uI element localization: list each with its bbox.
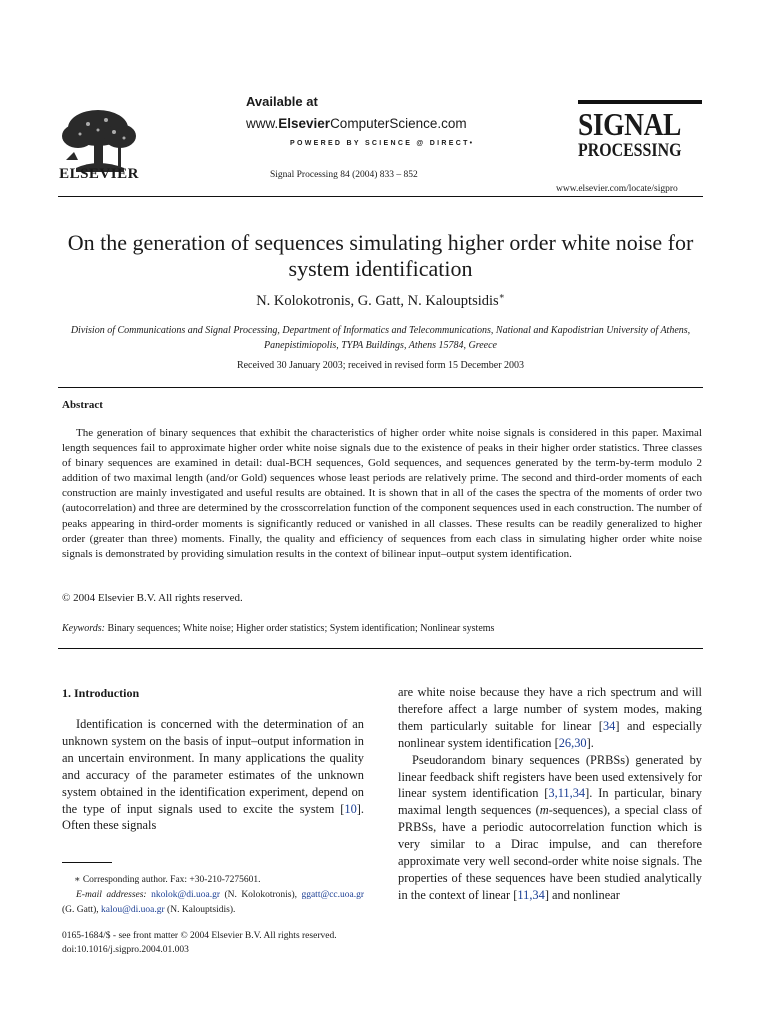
- corresponding-author-mark: ∗: [498, 291, 505, 301]
- intro-text: ]. Often these signals: [62, 801, 364, 833]
- author-affiliation: Division of Communications and Signal Processing, Department of Informatics and Telecommunications, National and Kapodistrian University of Athens, Panepistimiopolis, TYPA Buildings, Athens 15784, Greece: [70, 325, 691, 351]
- footnote-corresponding-author: ∗ Corresponding author. Fax: +30-210-7275601.: [74, 875, 261, 885]
- paragraph: [398, 684, 702, 752]
- issn-line: 0165-1684/$ - see front matter © 2004 Elsevier B.V. All rights reserved.: [62, 931, 337, 941]
- website-link[interactable]: [246, 116, 467, 131]
- abstract-divider: [58, 648, 703, 649]
- footnote-divider: [62, 862, 112, 863]
- journal-reference: Signal Processing 84 (2004) 833 – 852: [270, 170, 418, 180]
- title-divider: [58, 387, 703, 388]
- website-suffix: ComputerScience.com: [330, 116, 467, 131]
- copyright-notice: © 2004 Elsevier B.V. All rights reserved.: [62, 592, 243, 604]
- email-label: E-mail addresses:: [76, 890, 147, 900]
- paragraph-text: ]. In particular, binary maximal length sequences (: [398, 786, 702, 818]
- email-owner: (N. Kalouptsidis).: [164, 904, 236, 915]
- section-heading-introduction: 1. Introduction: [62, 686, 140, 700]
- doi-line[interactable]: doi:10.1016/j.sigpro.2004.01.003: [62, 945, 189, 955]
- keywords-list: Binary sequences; White noise; Higher order statistics; System identification; Nonlinear systems: [107, 623, 495, 634]
- author-names: N. Kolokotronis, G. Gatt, N. Kalouptsidis: [256, 292, 499, 309]
- publisher-name: ELSEVIER: [59, 166, 139, 182]
- citation-link[interactable]: 26,30: [558, 735, 587, 750]
- available-at-label: Available at: [246, 94, 318, 109]
- author-list: [58, 291, 703, 310]
- email-owner: (G. Gatt),: [62, 904, 102, 915]
- website-prefix: www.: [246, 116, 279, 131]
- journal-url[interactable]: www.elsevier.com/locate/sigpro: [556, 184, 678, 194]
- email-owner: (N. Kolokotronis),: [220, 890, 302, 900]
- website-brand: Elsevier: [278, 116, 331, 131]
- citation-link[interactable]: 10: [344, 801, 357, 816]
- journal-name-bar: [578, 100, 702, 104]
- paragraph-italic: m: [539, 803, 549, 818]
- email-link[interactable]: ggatt@cc.uoa.gr: [301, 890, 365, 900]
- paragraph: [398, 752, 702, 904]
- journal-name-line1: SIGNAL: [578, 106, 681, 142]
- email-link[interactable]: nkolok@di.uoa.gr: [151, 890, 220, 900]
- received-dates: Received 30 January 2003; received in revised form 15 December 2003: [236, 360, 525, 371]
- keywords: [62, 623, 494, 634]
- article-title: On the generation of sequences simulating higher order white noise for system identification: [67, 230, 694, 281]
- paragraph-text: ] and especially nonlinear system identification [: [398, 718, 702, 750]
- citation-link[interactable]: 34: [602, 718, 616, 733]
- keywords-label: Keywords:: [62, 623, 105, 634]
- email-link[interactable]: kalou@di.uoa.gr: [101, 904, 165, 915]
- citation-link[interactable]: 11,34: [517, 887, 545, 902]
- paragraph-text: Pseudorandom binary sequences (PRBSs) generated by linear feedback shift registers have been used extensively for linear system identification [: [398, 752, 702, 801]
- abstract-heading: Abstract: [62, 399, 103, 411]
- powered-by-sciencedirect: POWERED BY SCIENCE @ DIRECT•: [290, 140, 475, 147]
- intro-text: Identification is concerned with the determination of an unknown system on the basis of input–output information in an uncertain environment. In many applications the quality and accuracy of the parameter estimates of the unknown system obtained in the identification experiment, depend on the type of input signals used to excite the system [: [62, 717, 364, 816]
- header-divider: [58, 196, 703, 197]
- paragraph-text: -sequences), a special class of PRBSs, have a periodic autocorrelation function which is very similar to a Dirac impulse, and can therefore approximate very well second-order white noise signals. The properties of these sequences have been studied analytically in the context of linear [: [398, 803, 702, 902]
- paragraph-text: ].: [586, 735, 594, 750]
- paragraph-text: are white noise because they have a rich spectrum and will therefore affect a large number of system modes, making them particularly suitable for linear [: [398, 685, 702, 733]
- paragraph-text: ] and nonlinear: [544, 887, 620, 902]
- journal-name: [578, 108, 708, 161]
- intro-left-column: [62, 716, 364, 834]
- footnote-email-addresses: [62, 888, 364, 917]
- journal-name-line2: PROCESSING: [578, 141, 682, 161]
- intro-right-column: [398, 684, 702, 904]
- citation-link[interactable]: 3,11,34: [548, 786, 586, 801]
- abstract-body: The generation of binary sequences that exhibit the characteristics of higher order white noise signals is considered in this paper. Maximal length sequences fail to approximate higher order white noise signals due to the existence of peaks in their higher order statistics. Three classes of binary sequences are examined in detail: dual-BCH sequences, Gold sequences, and sequences generated by the term-by-term modulo 2 addition of two maximal length (and/or Gold) sequences whose least periods are relatively prime. The second and third-order moments of each construction are mainly investigated and useful results are obtained. It is shown that in all of the cases the spectra of the moments of order two (autocorrelation) and three are determined by the crosscorrelation function of the component sequences used in each construction. The number of peaks appearing in third-order moments is significantly reduced or vanished in all classes. These results can be readily generalized to higher order (greater than three) moments. Finally, the quality and efficiency of sequences from each class in simulating higher order white noise signals is demonstrated by providing simulation results in the context of bilinear input–output system identification.: [62, 427, 703, 560]
